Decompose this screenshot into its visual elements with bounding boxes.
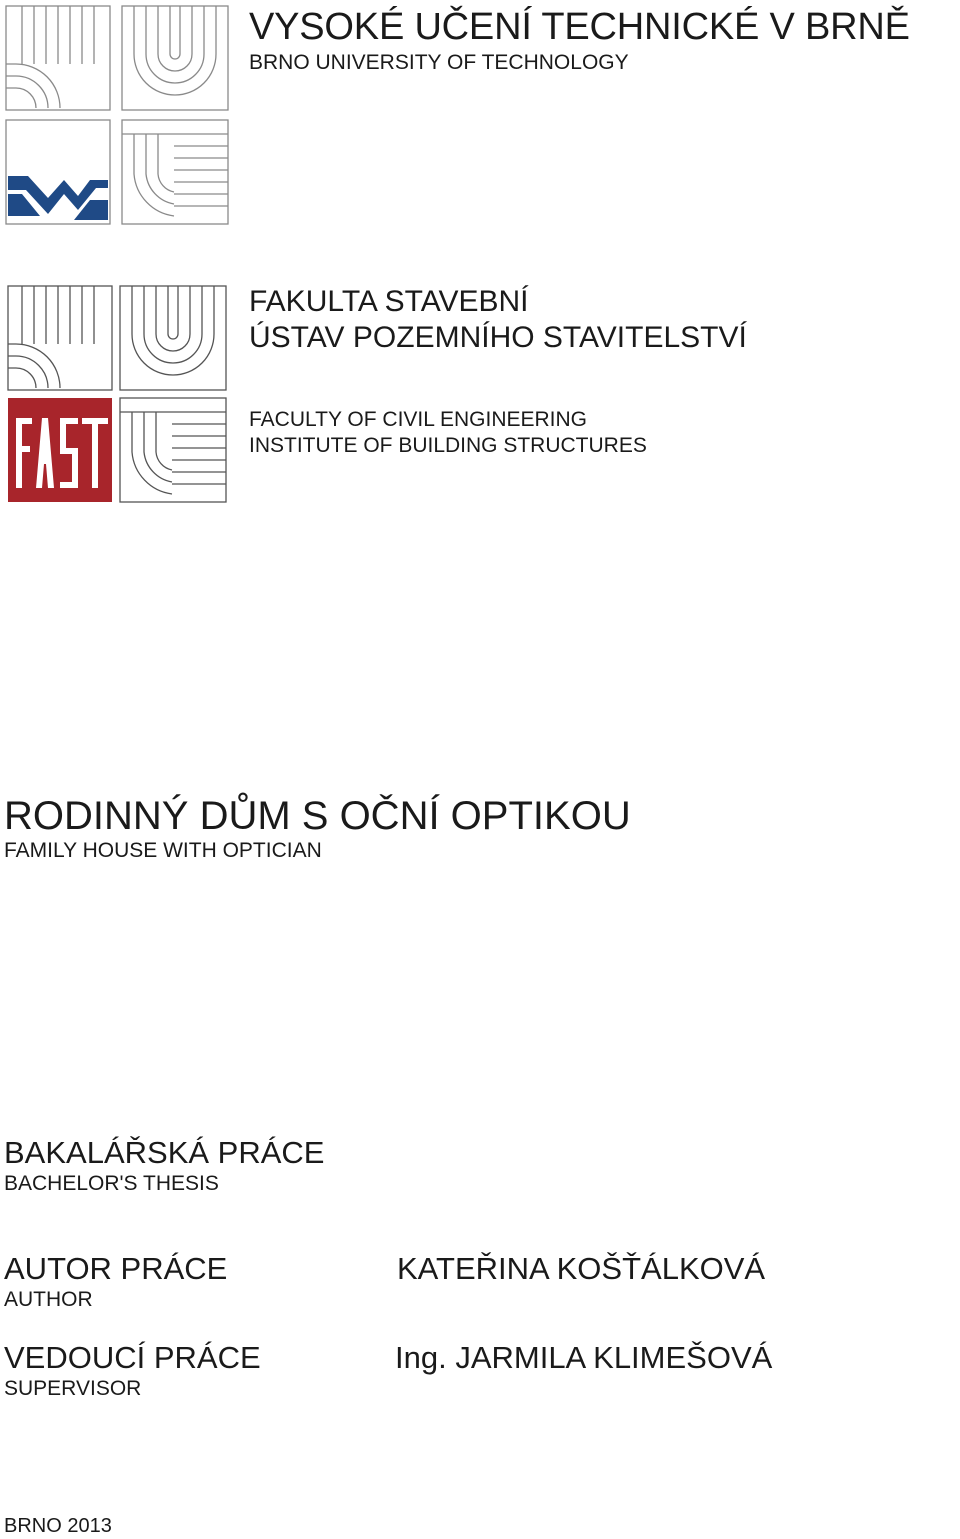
thesis-title-cz: RODINNÝ DŮM S OČNÍ OPTIKOU: [4, 794, 631, 838]
author-label-en: AUTHOR: [4, 1288, 93, 1311]
institute-name-en: INSTITUTE OF BUILDING STRUCTURES: [249, 434, 647, 457]
author-name: KATEŘINA KOŠŤÁLKOVÁ: [397, 1251, 766, 1286]
supervisor-label-cz: VEDOUCÍ PRÁCE: [4, 1340, 261, 1375]
author-label-cz: AUTOR PRÁCE: [4, 1251, 228, 1286]
supervisor-name: Ing. JARMILA KLIMEŠOVÁ: [395, 1340, 773, 1375]
fast-logo-icon: [6, 284, 228, 506]
vut-logo-icon: [4, 4, 230, 228]
thesis-type-cz: BAKALÁŘSKÁ PRÁCE: [4, 1135, 325, 1170]
university-name-en: BRNO UNIVERSITY OF TECHNOLOGY: [249, 51, 629, 74]
thesis-title-en: FAMILY HOUSE WITH OPTICIAN: [4, 839, 322, 862]
university-name-cz: VYSOKÉ UČENÍ TECHNICKÉ V BRNĚ: [249, 6, 910, 48]
faculty-name-en: FACULTY OF CIVIL ENGINEERING: [249, 408, 588, 431]
thesis-type-en: BACHELOR'S THESIS: [4, 1172, 219, 1195]
supervisor-label-en: SUPERVISOR: [4, 1377, 142, 1400]
place-year: BRNO 2013: [4, 1515, 112, 1537]
faculty-name-cz: FAKULTA STAVEBNÍ: [249, 285, 529, 318]
institute-name-cz: ÚSTAV POZEMNÍHO STAVITELSTVÍ: [249, 321, 747, 354]
